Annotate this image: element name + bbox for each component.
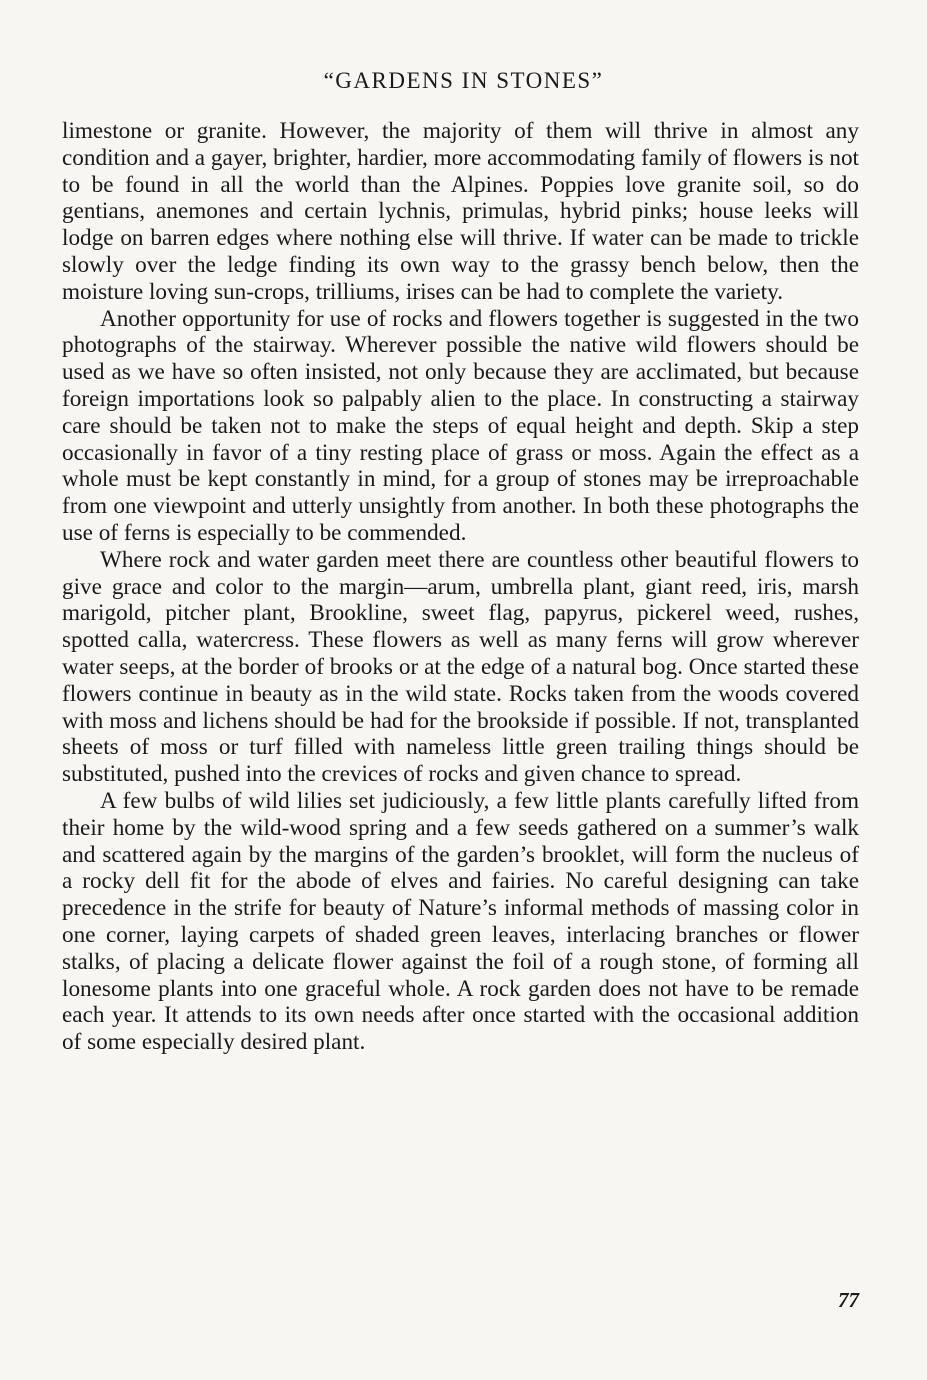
body-text: [62, 118, 859, 1056]
page-number: 77: [838, 1288, 859, 1312]
paragraph-continued: limestone or granite. However, the majority of them will thrive in almost any condition and a gayer, brighter, hardier, more accommodating family of flowers is not to be found in all the world than the Alpines. Poppies love granite soil, so do gentians, anemones and certain lychnis, primulas, hybrid pinks; house leeks will lodge on barren edges where nothing else will thrive. If water can be made to trickle slowly over the ledge finding its own way to the grassy bench below, then the moisture loving sun-crops, trilliums, irises can be had to complete the variety.: [62, 118, 859, 305]
paragraph-water-garden: Where rock and water garden meet there are countless other beautiful flowers to give grace and color to the margin—arum, umbrella plant, giant reed, iris, marsh marigold, pitcher plant, Brookline, sweet flag, papyrus, pickerel weed, rushes, spotted calla, watercress. These flowers as well as many ferns will grow wherever water seeps, at the border of brooks or at the edge of a natural bog. Once started these flowers continue in beauty as in the wild state. Rocks taken from the woods covered with moss and lichens should be had for the brookside if possible. If not, transplanted sheets of moss or turf filled with nameless little green trailing things should be substituted, pushed into the crevices of rocks and given chance to spread.: [62, 546, 859, 788]
paragraph-wild-lilies: A few bulbs of wild lilies set judiciously, a few little plants carefully lifted from their home by the wild-wood spring and a few seeds gathered on a summer’s walk and scattered again by the margins of the garden’s brooklet, will form the nucleus of a rocky dell fit for the abode of elves and fairies. No careful designing can take precedence in the strife for beauty of Nature’s informal methods of massing color in one corner, laying carpets of shaded green leaves, interlacing branches or flower stalks, of placing a delicate flower against the foil of a rough stone, of forming all lonesome plants into one graceful whole. A rock garden does not have to be remade each year. It attends to its own needs after once started with the occasional addition of some especially desired plant.: [62, 787, 859, 1056]
running-head: “GARDENS IN STONES”: [323, 68, 604, 93]
paragraph-stairway: Another opportunity for use of rocks and flowers together is suggested in the two photographs of the stairway. Wherever possible the native wild flowers should be used as we have so often insisted, not only because they are acclimated, but because foreign importations look so palpably alien to the place. In constructing a stairway care should be taken not to make the steps of equal height and depth. Skip a step occasionally in favor of a tiny resting place of grass or moss. Again the effect as a whole must be kept constantly in mind, for a group of stones may be irreproachable from one viewpoint and utterly unsightly from another. In both these photographs the use of ferns is especially to be commended.: [62, 305, 859, 546]
